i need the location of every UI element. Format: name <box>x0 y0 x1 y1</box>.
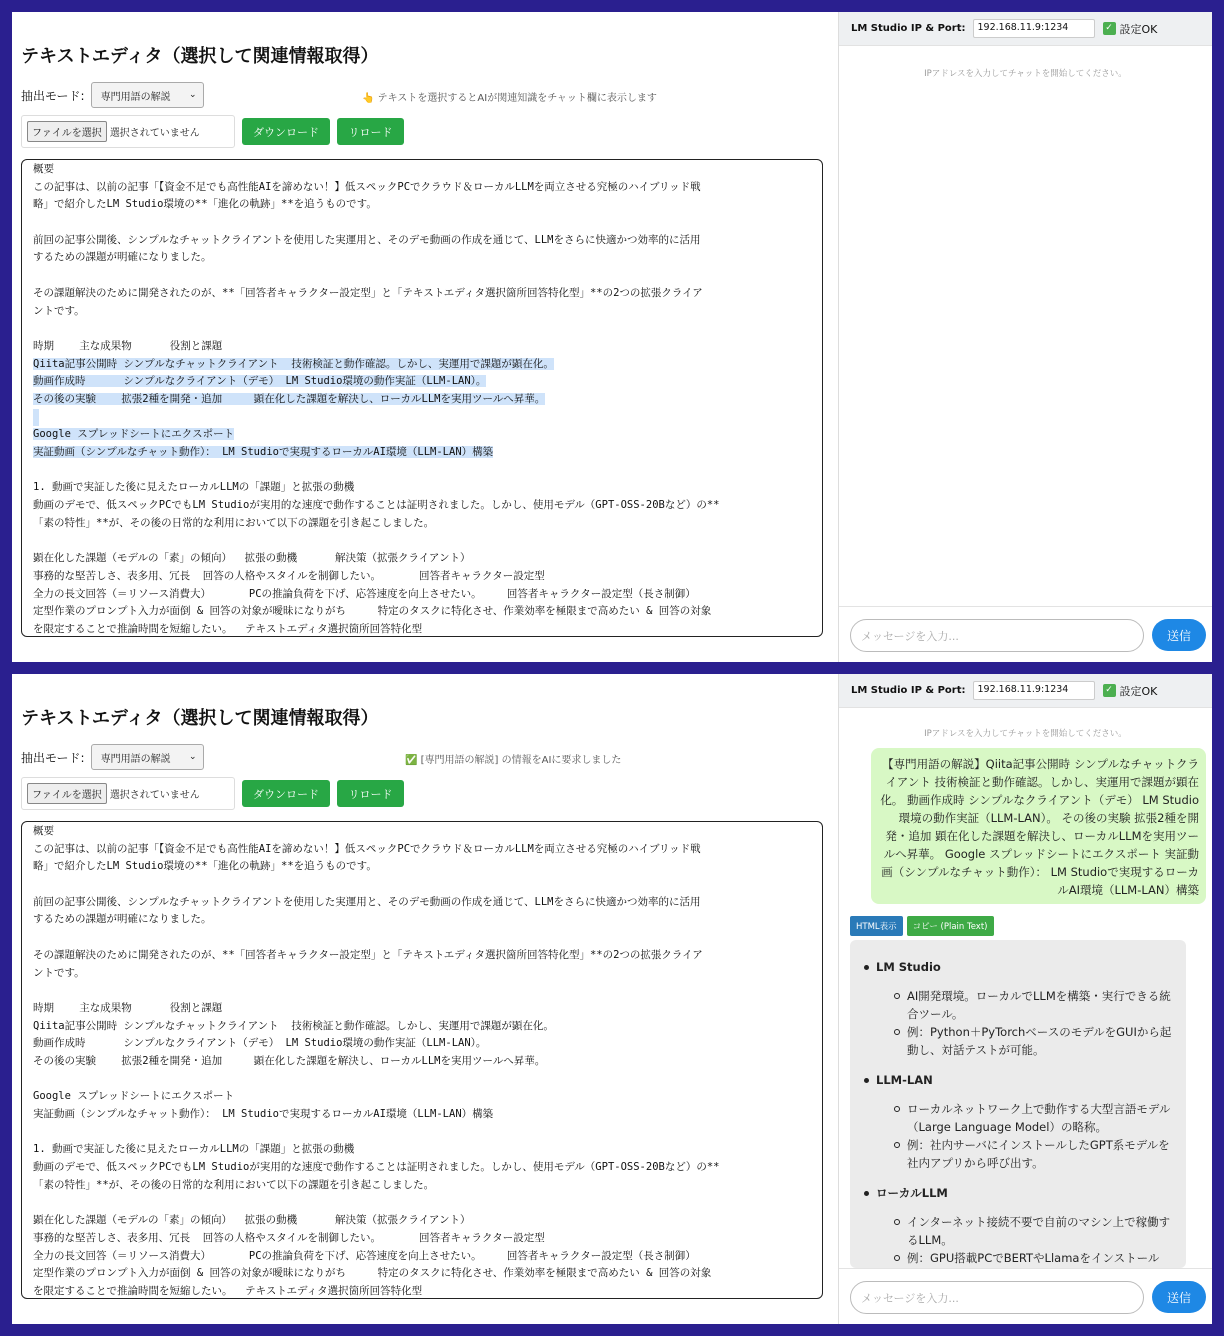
term-description: インターネット接続不要で自前のマシン上で稼働するLLM。 <box>907 1213 1174 1249</box>
editor-line-text: Google スプレッドシートにエクスポート <box>33 1090 235 1103</box>
status-text: 設定OK <box>1119 684 1158 698</box>
editor-line <box>33 1088 811 1106</box>
editor-line <box>33 249 811 267</box>
editor-pane <box>12 674 838 1324</box>
reload-button[interactable]: リロード <box>337 118 404 145</box>
editor-line-text: を限定することで推論時間を短縮したい。 テキストエディタ選択箇所回答特化型 <box>33 1284 423 1297</box>
editor-line <box>33 444 811 462</box>
file-picker[interactable] <box>21 777 235 810</box>
editor-line <box>33 1194 811 1212</box>
editor-line-text: 動画のデモで、低スペックPCでもLM Studioが実用的な速度で動作することは証明されました。しかし、使用モデル（GPT-OSS-20Bなど）の** <box>33 499 720 512</box>
ai-response-bubble <box>850 940 1186 1268</box>
file-status: 選択されていません <box>109 128 200 139</box>
editor-line <box>33 550 811 568</box>
editor-line-text <box>33 409 39 427</box>
status-badge <box>1103 21 1158 37</box>
term-description: AI開発環境。ローカルでLLMを構築・実行できる統合ツール。 <box>907 987 1174 1023</box>
ip-port-input[interactable]: 192.168.11.9:1234 <box>973 19 1095 38</box>
editor-line <box>33 1124 811 1142</box>
send-button[interactable]: 送信 <box>1152 1281 1206 1313</box>
editor-line-text: ントです。 <box>33 304 85 317</box>
mode-select-value: 専門用語の解説 <box>100 753 171 765</box>
mode-row <box>21 82 204 108</box>
editor-line-text: 実証動画（シンプルなチャット動作）： LM Studioで実現するローカルAI環境（LLM-LAN）構築 <box>33 1108 494 1120</box>
ip-port-input[interactable]: 192.168.11.9:1234 <box>973 681 1095 700</box>
mode-label: 抽出モード: <box>21 750 85 765</box>
reload-button[interactable]: リロード <box>337 780 404 807</box>
editor-line-text: 動画作成時 シンプルなクライアント（デモ） LM Studio環境の動作実証（LLM-LAN）。 <box>33 1037 487 1050</box>
mode-select[interactable] <box>91 82 204 108</box>
editor-line <box>33 356 811 374</box>
editor-line-text: Qiita記事公開時 シンプルなチャットクライアント 技術検証と動作確認。しかし、実運用で課題が顕在化。 <box>33 1019 554 1032</box>
ip-label: LM Studio IP & Port: <box>851 685 966 696</box>
editor-line <box>33 1248 811 1266</box>
editor-line-text: 概要 <box>33 825 54 837</box>
editor-line <box>33 982 811 1000</box>
editor-line <box>33 267 811 285</box>
mode-row <box>21 744 204 770</box>
editor-line <box>33 214 811 232</box>
editor-line <box>33 232 811 250</box>
editor-line <box>33 1018 811 1036</box>
chat-notice: IPアドレスを入力してチャットを開始してください。 <box>924 729 1127 739</box>
editor-line-text: 定型作業のプロンプト入力が面倒 & 回答の対象が曖昧になりがち 特定のタスクに特化させ、作業効率を極限まで高めたい & 回答の対象 <box>33 1267 712 1280</box>
editor-line-text: Google スプレッドシートにエクスポート <box>33 428 235 441</box>
editor-line-text: 「素の特性」**が、その後の日常的な利用において以下の課題を引き起こしました。 <box>33 516 435 529</box>
editor-line <box>33 196 811 214</box>
editor-line-text: その課題解決のために開発されたのが、**「回答者キャラクター設定型」と「テキストエディタ選択箇所回答特化型」**の2つの拡張クライア <box>33 948 703 961</box>
editor-line <box>33 876 811 894</box>
chat-footer <box>839 1268 1212 1324</box>
editor-line-text: この記事は、以前の記事「【資金不足でも高性能AIを諦めない！】低スペックPCでクラウド＆ローカルLLMを両立させる究極のハイブリッド戦 <box>33 180 701 193</box>
editor-line-text: 前回の記事公開後、シンプルなチャットクライアントを使用した実運用と、そのデモ動画の作成を通じて、LLMをさらに快適かつ効率的に活用 <box>33 233 701 246</box>
status-text: 設定OK <box>1119 22 1158 36</box>
editor-line <box>33 391 811 409</box>
editor-line <box>33 1106 811 1124</box>
editor-line <box>33 1000 811 1018</box>
editor-line <box>33 373 811 391</box>
choose-file-button[interactable]: ファイルを選択 <box>27 783 107 804</box>
app-window-before <box>12 12 1212 662</box>
editor-line <box>33 1159 811 1177</box>
response-actions <box>850 916 998 936</box>
editor-line-text: その後の実験 拡張2種を開発・追加 顕在化した課題を解決し、ローカルLLMを実用ツールへ昇華。 <box>33 392 546 405</box>
term-example: 例：GPU搭載PCでBERTやLlamaをインストール <box>907 1249 1174 1285</box>
chat-pane <box>838 12 1212 662</box>
editor-line <box>33 1212 811 1230</box>
editor-line <box>33 621 811 639</box>
editor-line <box>33 161 811 179</box>
editor-line-text: 前回の記事公開後、シンプルなチャットクライアントを使用した実運用と、そのデモ動画の作成を通じて、LLMをさらに快適かつ効率的に活用 <box>33 895 701 908</box>
editor-line-text: 1. 動画で実証した後に見えたローカルLLMの「課題」と拡張の動機 <box>33 1143 355 1156</box>
editor-line <box>33 858 811 876</box>
editor-line <box>33 965 811 983</box>
editor-line <box>33 1071 811 1089</box>
editor-line <box>33 603 811 621</box>
editor-line-text: 時期 主な成果物 役割と課題 <box>33 339 223 352</box>
editor-line <box>33 320 811 338</box>
chevron-down-icon: ⌄ <box>189 90 197 100</box>
editor-line-text: 事務的な堅苦しさ、表多用、冗長 回答の人格やスタイルを制御したい。 回答者キャラクター設定型 <box>33 1231 545 1244</box>
editor-line <box>33 894 811 912</box>
term-description: ローカルネットワーク上で動作する大型言語モデル（Large Language Model）の略称。 <box>907 1100 1174 1136</box>
editor-line <box>33 568 811 586</box>
editor-line-text: ントです。 <box>33 966 85 979</box>
editor-line <box>33 497 811 515</box>
editor-line <box>33 285 811 303</box>
editor-line <box>33 1265 811 1283</box>
check-icon: ✓ <box>1103 22 1116 35</box>
editor-line <box>33 929 811 947</box>
editor-line-text: 略」で紹介したLM Studio環境の**「進化の軌跡」**を追うものです。 <box>33 860 377 873</box>
ai-term-block <box>876 958 1174 1059</box>
editor-line-text: 事務的な堅苦しさ、表多用、冗長 回答の人格やスタイルを制御したい。 回答者キャラクター設定型 <box>33 569 545 582</box>
editor-pane <box>12 12 838 662</box>
status-badge <box>1103 683 1158 699</box>
text-editor-area[interactable] <box>21 821 823 1299</box>
message-input[interactable]: メッセージを入力... <box>850 619 1144 652</box>
page-title: テキストエディタ（選択して関連情報取得） <box>21 708 379 729</box>
mode-select-value: 専門用語の解説 <box>100 91 171 103</box>
editor-line <box>33 586 811 604</box>
editor-line <box>33 911 811 929</box>
editor-line-text: 顕在化した課題（モデルの「素」の傾向） 拡張の動機 解決策（拡張クライアント） <box>33 1214 471 1227</box>
editor-line-text: 「素の特性」**が、その後の日常的な利用において以下の課題を引き起こしました。 <box>33 1178 435 1191</box>
choose-file-button[interactable]: ファイルを選択 <box>27 121 107 142</box>
editor-line <box>33 179 811 197</box>
editor-line-text: この記事は、以前の記事「【資金不足でも高性能AIを諦めない！】低スペックPCでクラウド＆ローカルLLMを両立させる究極のハイブリッド戦 <box>33 842 701 855</box>
editor-line <box>33 1230 811 1248</box>
chat-footer <box>839 606 1212 662</box>
app-window-after <box>12 674 1212 1324</box>
editor-line <box>33 1283 811 1301</box>
copy-plain-text-button[interactable]: コピー (Plain Text) <box>907 916 994 936</box>
editor-line <box>33 841 811 859</box>
chat-header <box>839 12 1212 46</box>
editor-line <box>33 303 811 321</box>
editor-line <box>33 1177 811 1195</box>
editor-line-text: 定型作業のプロンプト入力が面倒 & 回答の対象が曖昧になりがち 特定のタスクに特化させ、作業効率を極限まで高めたい & 回答の対象 <box>33 605 712 618</box>
term-heading: LLM-LAN <box>876 1071 1174 1089</box>
mode-select[interactable] <box>91 744 204 770</box>
editor-line-text: 1. 動画で実証した後に見えたローカルLLMの「課題」と拡張の動機 <box>33 481 355 494</box>
editor-line-text: 顕在化した課題（モデルの「素」の傾向） 拡張の動機 解決策（拡張クライアント） <box>33 552 471 565</box>
editor-line <box>33 409 811 427</box>
editor-line-text: 全力の長文回答（＝リソース消費大） PCの推論負荷を下げ、応答速度を向上させたい。 回答者キャラクター設定型（長さ制御） <box>33 1249 696 1262</box>
send-button[interactable]: 送信 <box>1152 619 1206 651</box>
check-icon: ✓ <box>1103 684 1116 697</box>
editor-line <box>33 479 811 497</box>
editor-line <box>33 947 811 965</box>
user-message-bubble: 【専門用語の解説】Qiita記事公開時 シンプルなチャットクライアント 技術検証と動作確認。しかし、実運用で課題が顕在化。 動画作成時 シンプルなクライアント（デモ） LM Studio環境の動作実証（LLM-LAN）。 その後の実験 拡張2種を開発・追加 顕在化した課題を解決し、ローカルLLMを実用ツールへ昇華。 Google スプレッドシートにエクスポート 実証動画（シンプルなチャット動作）： LM Studioで実現するローカルAI環境（LLM-LAN）構築 <box>871 748 1206 904</box>
editor-line-text: 実証動画（シンプルなチャット動作）： LM Studioで実現するローカルAI環境（LLM-LAN）構築 <box>33 446 494 458</box>
ip-label: LM Studio IP & Port: <box>851 23 966 34</box>
html-view-button[interactable]: HTML表示 <box>850 916 903 936</box>
term-example: 例：Python＋PyTorchベースのモデルをGUIから起動し、対話テストが可能。 <box>907 1023 1174 1059</box>
chat-pane <box>838 674 1212 1324</box>
chat-header <box>839 674 1212 708</box>
message-input[interactable]: メッセージを入力... <box>850 1281 1144 1314</box>
editor-line-text: その課題解決のために開発されたのが、**「回答者キャラクター設定型」と「テキストエディタ選択箇所回答特化型」**の2つの拡張クライア <box>33 286 703 299</box>
chat-notice: IPアドレスを入力してチャットを開始してください。 <box>924 69 1127 79</box>
editor-line <box>33 823 811 841</box>
editor-line-text: その後の実験 拡張2種を開発・追加 顕在化した課題を解決し、ローカルLLMを実用ツールへ昇華。 <box>33 1054 546 1067</box>
editor-line <box>33 1035 811 1053</box>
ai-term-block <box>876 1071 1174 1172</box>
term-heading: LM Studio <box>876 958 1174 976</box>
file-picker[interactable] <box>21 115 235 148</box>
editor-line <box>33 1141 811 1159</box>
term-example: 例：社内サーバにインストールしたGPT系モデルを社内アプリから呼び出す。 <box>907 1136 1174 1172</box>
editor-line-text: Qiita記事公開時 シンプルなチャットクライアント 技術検証と動作確認。しかし、実運用で課題が顕在化。 <box>33 357 554 370</box>
editor-line-text: 時期 主な成果物 役割と課題 <box>33 1001 223 1014</box>
page-title: テキストエディタ（選択して関連情報取得） <box>21 46 379 67</box>
editor-line-text: を限定することで推論時間を短縮したい。 テキストエディタ選択箇所回答特化型 <box>33 622 423 635</box>
editor-line-text: 動画のデモで、低スペックPCでもLM Studioが実用的な速度で動作することは証明されました。しかし、使用モデル（GPT-OSS-20Bなど）の** <box>33 1161 720 1174</box>
editor-line <box>33 532 811 550</box>
editor-line-text: 概要 <box>33 163 54 175</box>
download-button[interactable]: ダウンロード <box>242 118 330 145</box>
editor-line-text: するための課題が明確になりました。 <box>33 913 212 926</box>
editor-line <box>33 515 811 533</box>
mode-label: 抽出モード: <box>21 88 85 103</box>
editor-line-text: 動画作成時 シンプルなクライアント（デモ） LM Studio環境の動作実証（LLM-LAN）。 <box>33 375 487 388</box>
editor-line <box>33 462 811 480</box>
editor-line <box>33 338 811 356</box>
file-status: 選択されていません <box>109 790 200 801</box>
download-button[interactable]: ダウンロード <box>242 780 330 807</box>
editor-line-text: するための課題が明確になりました。 <box>33 251 212 264</box>
chevron-down-icon: ⌄ <box>189 752 197 762</box>
request-status: ✅ [専門用語の解説] の情報をAIに要求しました <box>405 755 622 766</box>
term-heading: ローカルLLM <box>876 1184 1174 1202</box>
editor-line-text: 略」で紹介したLM Studio環境の**「進化の軌跡」**を追うものです。 <box>33 198 377 211</box>
editor-line <box>33 1053 811 1071</box>
selection-hint: 👆 テキストを選択するとAIが関連知識をチャット欄に表示します <box>362 93 657 104</box>
text-editor-area[interactable] <box>21 159 823 637</box>
editor-line <box>33 426 811 444</box>
editor-line-text: 全力の長文回答（＝リソース消費大） PCの推論負荷を下げ、応答速度を向上させたい。 回答者キャラクター設定型（長さ制御） <box>33 587 696 600</box>
